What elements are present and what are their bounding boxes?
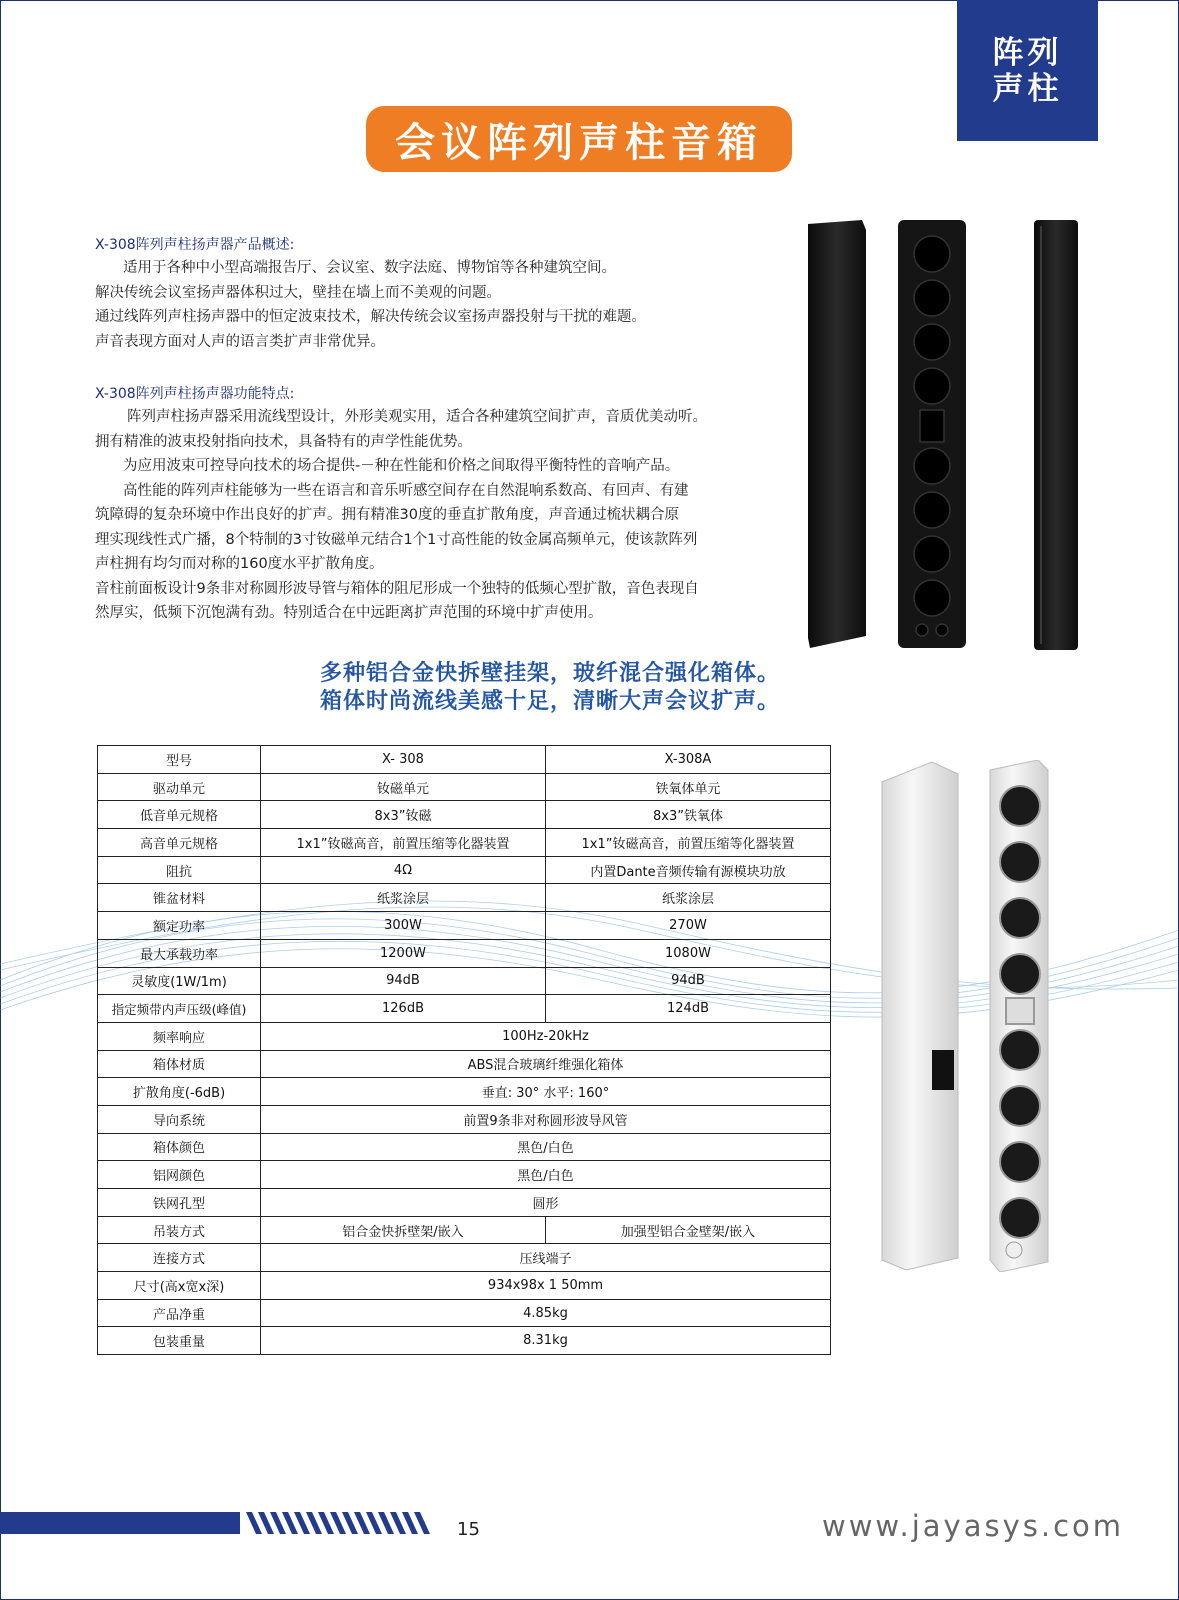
- table-cell-value: 124dB: [546, 995, 831, 1023]
- table-cell-label: 尺寸(高x宽x深): [98, 1272, 261, 1300]
- tagline-line2: 箱体时尚流线美感十足，清晰大声会议扩声。: [319, 689, 780, 714]
- category-tab: [957, 0, 1098, 141]
- table-cell-label: 额定功率: [98, 912, 261, 940]
- category-tab-line1: 阵列: [992, 34, 1063, 71]
- table-cell-value: 1x1”钕磁高音，前置压缩等化器装置: [546, 829, 831, 857]
- table-cell-label: 产品净重: [98, 1299, 261, 1327]
- table-row: [98, 1244, 831, 1272]
- table-cell-label: 铝网颜色: [98, 1161, 261, 1189]
- overview-text: [95, 256, 646, 354]
- table-cell-value: 300W: [261, 912, 546, 940]
- table-cell-value: 钕磁单元: [261, 773, 546, 801]
- features-line: 为应用波束可控导向技术的场合提供-－种在性能和价格之间取得平衡特性的音响产品。: [123, 458, 680, 474]
- table-row: [98, 1272, 831, 1300]
- terminal-plate: [932, 1050, 954, 1090]
- table-row: [98, 1161, 831, 1189]
- table-row: [98, 1050, 831, 1078]
- table-cell-label: 低音单元规格: [98, 801, 261, 829]
- features-line: 高性能的阵列声柱能够为一些在语言和音乐听感空间存在自然混响系数高、有回声、有建: [123, 482, 689, 499]
- features-text: [95, 405, 707, 626]
- table-row: [98, 967, 831, 995]
- table-cell-label: 型号: [98, 746, 261, 774]
- table-cell-value: 前置9条非对称圆形波导风管: [261, 1105, 831, 1133]
- table-cell-value: 纸浆涂层: [546, 884, 831, 912]
- table-cell-label: 吊装方式: [98, 1216, 261, 1244]
- features-line: 然厚实，低频下沉饱满有劲。特别适合在中远距离扩声范围的环境中扩声使用。: [95, 605, 603, 621]
- overview-line: 解决传统会议室扬声器体积过大，壁挂在墙上而不美观的问题。: [95, 284, 501, 301]
- table-cell-value: 纸浆涂层: [261, 884, 546, 912]
- overview-heading: X-308阵列声柱扬声器产品概述:: [95, 237, 295, 253]
- table-row: [98, 773, 831, 801]
- table-cell-value: 圆形: [261, 1189, 831, 1217]
- table-cell-value: 1x1”钕磁高音，前置压缩等化器装置: [261, 829, 546, 857]
- table-header-row: [98, 746, 831, 774]
- table-row: [98, 912, 831, 940]
- page-title: 会议阵列声柱音箱: [395, 118, 763, 166]
- table-cell-value: 94dB: [261, 967, 546, 995]
- table-row: [98, 801, 831, 829]
- table-cell-value: 100Hz-20kHz: [261, 1022, 831, 1050]
- model-col2: X-308A: [546, 746, 831, 774]
- tagline-line1: 多种铝合金快拆壁挂架，玻纤混合强化箱体。: [319, 661, 780, 686]
- table-cell-value: 垂直: 30° 水平: 160°: [261, 1078, 831, 1106]
- footer-stripes: [0, 1510, 440, 1536]
- table-row: [98, 856, 831, 884]
- table-cell-value: 压线端子: [261, 1244, 831, 1272]
- table-cell-label: 铁网孔型: [98, 1189, 261, 1217]
- table-cell-label: 频率响应: [98, 1022, 261, 1050]
- table-cell-value: 270W: [546, 912, 831, 940]
- black-speaker-photo: [800, 218, 990, 650]
- table-row: [98, 1105, 831, 1133]
- table-cell-value: 8x3”铁氧体: [546, 801, 831, 829]
- table-cell-value: 黑色/白色: [261, 1133, 831, 1161]
- table-row: [98, 1299, 831, 1327]
- table-cell-label: 驱动单元: [98, 773, 261, 801]
- table-cell-value: 4Ω: [261, 856, 546, 884]
- features-line: 音柱前面板设计9条非对称圆形波导管与箱体的阻尼形成一个独特的低频心型扩散，音色表现自: [95, 580, 699, 597]
- table-cell-value: 加强型铝合金壁架/嵌入: [546, 1216, 831, 1244]
- table-row: [98, 1216, 831, 1244]
- table-cell-label: 灵敏度(1W/1m): [98, 967, 261, 995]
- title-banner: [366, 106, 792, 172]
- white-speaker-back: [882, 762, 958, 1270]
- features-line: 阵列声柱扬声器采用流线型设计，外形美观实用，适合各种建筑空间扩声，音质优美动听。: [127, 409, 707, 425]
- features-line: 理实现线性式广播，8个特制的3寸钕磁单元结合1个1寸高性能的钕金属高频单元，使该款阵列: [95, 531, 698, 548]
- table-row: [98, 829, 831, 857]
- features-line: 声柱拥有均匀而对称的160度水平扩散角度。: [95, 556, 384, 572]
- features-line: 筑障碍的复杂环境中作出良好的扩声。拥有精准30度的垂直扩散角度，声音通过梳状耦合原: [95, 507, 679, 523]
- table-cell-label: 最大承载功率: [98, 939, 261, 967]
- table-cell-label: 高音单元规格: [98, 829, 261, 857]
- black-speaker-back-photo: [1032, 220, 1080, 650]
- overview-line: 声音表现方面对人声的语言类扩声非常优异。: [95, 333, 385, 350]
- table-cell-value: 1080W: [546, 939, 831, 967]
- table-cell-label: 箱体材质: [98, 1050, 261, 1078]
- table-row: [98, 884, 831, 912]
- table-cell-label: 指定频带内声压级(峰值): [98, 995, 261, 1023]
- table-cell-label: 导向系统: [98, 1105, 261, 1133]
- table-row: [98, 1327, 831, 1355]
- table-cell-value: 126dB: [261, 995, 546, 1023]
- table-row: [98, 939, 831, 967]
- table-row: [98, 1133, 831, 1161]
- table-cell-label: 箱体颜色: [98, 1133, 261, 1161]
- page-number: 15: [457, 1519, 480, 1540]
- table-cell-value: 内置Dante音频传输有源模块功放: [546, 856, 831, 884]
- category-tab-line2: 声柱: [992, 70, 1063, 107]
- table-cell-value: 94dB: [546, 967, 831, 995]
- table-cell-value: 铝合金快拆壁架/嵌入: [261, 1216, 546, 1244]
- tagline: [200, 660, 900, 716]
- table-cell-label: 阻抗: [98, 856, 261, 884]
- white-speaker-photo: [872, 760, 1072, 1272]
- overview-line: 通过线阵列声柱扬声器中的恒定波束技术，解决传统会议室扬声器投射与干扰的难题。: [95, 309, 646, 325]
- table-cell-value: 8.31kg: [261, 1327, 831, 1355]
- website-url: www.jayasys.com: [822, 1509, 1125, 1543]
- table-row: [98, 1022, 831, 1050]
- table-cell-value: 8x3”钕磁: [261, 801, 546, 829]
- model-col1: X- 308: [261, 746, 546, 774]
- table-cell-label: 锥盆材料: [98, 884, 261, 912]
- speaker-side-view: [808, 220, 866, 648]
- table-cell-value: 4.85kg: [261, 1299, 831, 1327]
- table-cell-value: 黑色/白色: [261, 1161, 831, 1189]
- table-cell-value: 1200W: [261, 939, 546, 967]
- overview-line: 适用于各种中小型高端报告厅、会议室、数字法庭、博物馆等各种建筑空间。: [123, 260, 616, 276]
- table-cell-label: 包装重量: [98, 1327, 261, 1355]
- table-row: [98, 1189, 831, 1217]
- table-cell-value: 934x98x 1 50mm: [261, 1272, 831, 1300]
- features-heading: X-308阵列声柱扬声器功能特点:: [95, 386, 295, 402]
- table-row: [98, 1078, 831, 1106]
- table-row: [98, 995, 831, 1023]
- spec-table: [97, 745, 831, 1355]
- table-cell-value: ABS混合玻璃纤维强化箱体: [261, 1050, 831, 1078]
- features-line: 拥有精准的波束投射指向技术，具备特有的声学性能优势。: [95, 433, 472, 450]
- table-cell-label: 连接方式: [98, 1244, 261, 1272]
- table-cell-label: 扩散角度(-6dB): [98, 1078, 261, 1106]
- table-cell-value: 铁氧体单元: [546, 773, 831, 801]
